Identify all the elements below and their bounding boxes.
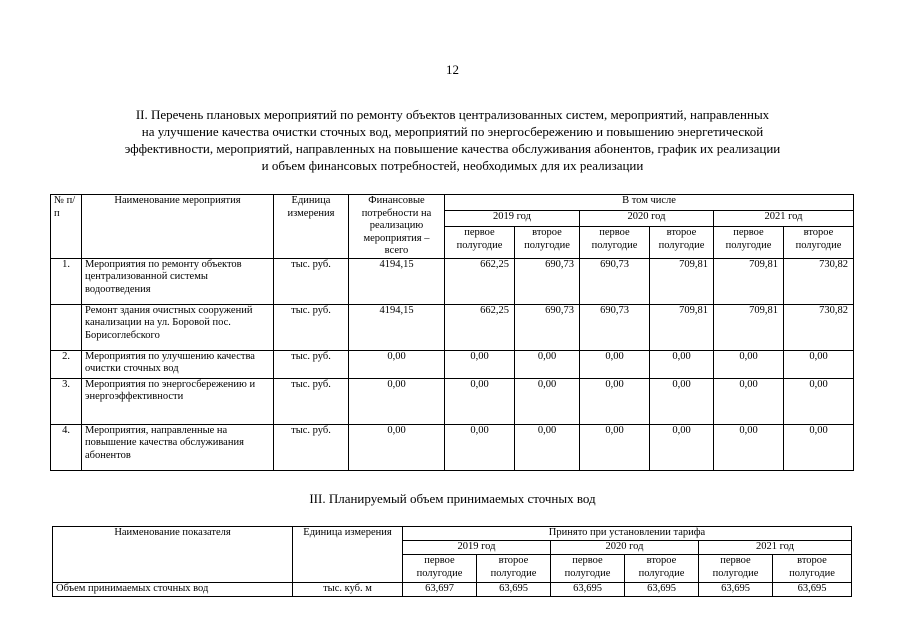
row-value: 63,695	[477, 583, 551, 597]
row-num: 2.	[51, 350, 82, 378]
row-num: 1.	[51, 258, 82, 304]
row-value: 690,73	[580, 258, 650, 304]
row-value: 63,695	[625, 583, 699, 597]
section-2-title-line: II. Перечень плановых мероприятий по ремонту объектов централизованных систем, мероприятий, направленных	[135, 107, 770, 122]
row-value: 63,695	[699, 583, 773, 597]
row-value: 662,25	[445, 304, 515, 350]
row-value: 0,00	[714, 424, 784, 470]
row-value: 730,82	[784, 304, 854, 350]
row-value: 0,00	[714, 378, 784, 424]
table-row	[51, 424, 854, 470]
header-half-first: первое полугодие	[580, 227, 650, 258]
header-year: 2020 год	[551, 541, 699, 555]
header-half-first: первое полугодие	[699, 555, 773, 583]
header-half-second: второе полугодие	[477, 555, 551, 583]
table-row	[51, 350, 854, 378]
row-num: 3.	[51, 378, 82, 424]
header-half-second: второе полугодие	[650, 227, 714, 258]
table-row	[51, 258, 854, 304]
row-value: 0,00	[784, 378, 854, 424]
row-name: Ремонт здания очистных сооружений канализации на ул. Боровой пос. Борисоглебского	[82, 304, 274, 350]
header-year: 2021 год	[714, 211, 854, 227]
row-value: 0,00	[445, 350, 515, 378]
row-num	[51, 304, 82, 350]
header-half-first: первое полугодие	[403, 555, 477, 583]
header-indicator: Наименование показателя	[53, 527, 293, 583]
row-unit: тыс. куб. м	[293, 583, 403, 597]
row-value: 730,82	[784, 258, 854, 304]
row-total: 0,00	[349, 350, 445, 378]
section-2-title-line: и объем финансовых потребностей, необходимых для их реализации	[261, 158, 644, 173]
row-num: 4.	[51, 424, 82, 470]
row-value: 709,81	[650, 304, 714, 350]
header-year: 2019 год	[445, 211, 580, 227]
header-half-first: первое полугодие	[445, 227, 515, 258]
row-value: 690,73	[515, 258, 580, 304]
row-value: 0,00	[784, 424, 854, 470]
row-value: 0,00	[580, 350, 650, 378]
section-2-title-line: эффективности, мероприятий, направленных на повышение качества обслуживания абонентов, график их реализации	[124, 141, 781, 156]
header-num: № п/п	[51, 195, 82, 259]
row-value: 0,00	[714, 350, 784, 378]
row-unit: тыс. руб.	[274, 304, 349, 350]
row-value: 0,00	[580, 378, 650, 424]
row-value: 0,00	[650, 424, 714, 470]
row-total: 0,00	[349, 424, 445, 470]
row-total: 4194,15	[349, 304, 445, 350]
row-value: 0,00	[650, 378, 714, 424]
row-name: Мероприятия по улучшению качества очистки сточных вод	[82, 350, 274, 378]
row-value: 709,81	[714, 304, 784, 350]
header-year: 2020 год	[580, 211, 714, 227]
row-value: 0,00	[445, 378, 515, 424]
row-total: 4194,15	[349, 258, 445, 304]
row-value: 0,00	[515, 424, 580, 470]
row-value: 662,25	[445, 258, 515, 304]
row-unit: тыс. руб.	[274, 258, 349, 304]
section-2-title-line: на улучшение качества очистки сточных вод, мероприятий по энергосбережению и повышению энергетической	[141, 124, 764, 139]
header-year: 2021 год	[699, 541, 852, 555]
row-value: 0,00	[445, 424, 515, 470]
row-unit: тыс. руб.	[274, 424, 349, 470]
header-half-second: второе полугодие	[773, 555, 852, 583]
row-value: 709,81	[714, 258, 784, 304]
header-half-second: второе полугодие	[784, 227, 854, 258]
row-name: Мероприятия по ремонту объектов централизованной системы водоотведения	[82, 258, 274, 304]
header-half-first: первое полугодие	[551, 555, 625, 583]
header-name: Наименование мероприятия	[82, 195, 274, 259]
table-row	[51, 304, 854, 350]
row-value: 709,81	[650, 258, 714, 304]
header-finance: Финансовые потребности на реализацию мероприятия – всего	[349, 195, 445, 259]
row-name: Мероприятия по энергосбережению и энергоэффективности	[82, 378, 274, 424]
row-name: Мероприятия, направленные на повышение качества обслуживания абонентов	[82, 424, 274, 470]
row-value: 0,00	[650, 350, 714, 378]
row-unit: тыс. руб.	[274, 378, 349, 424]
row-value: 63,697	[403, 583, 477, 597]
row-value: 0,00	[580, 424, 650, 470]
row-value: 690,73	[515, 304, 580, 350]
row-value: 0,00	[515, 378, 580, 424]
header-accepted: Принято при установлении тарифа	[403, 527, 852, 541]
header-half-second: второе полугодие	[625, 555, 699, 583]
header-unit: Единица измерения	[293, 527, 403, 583]
row-value: 63,695	[551, 583, 625, 597]
table-row	[51, 378, 854, 424]
section-3-title: III. Планируемый объем принимаемых сточных вод	[309, 491, 596, 506]
header-unit: Единица измерения	[274, 195, 349, 259]
row-value: 0,00	[784, 350, 854, 378]
measures-table	[50, 194, 854, 471]
row-value: 63,695	[773, 583, 852, 597]
header-half-first: первое полугодие	[714, 227, 784, 258]
header-half-second: второе полугодие	[515, 227, 580, 258]
row-value: 690,73	[580, 304, 650, 350]
page-number: 12	[446, 62, 459, 77]
header-including: В том числе	[445, 195, 854, 211]
section-2-title	[40, 106, 865, 174]
header-year: 2019 год	[403, 541, 551, 555]
row-unit: тыс. руб.	[274, 350, 349, 378]
row-value: 0,00	[515, 350, 580, 378]
wastewater-volume-table	[52, 526, 852, 597]
row-name: Объем принимаемых сточных вод	[53, 583, 293, 597]
row-total: 0,00	[349, 378, 445, 424]
table-row	[53, 583, 852, 597]
